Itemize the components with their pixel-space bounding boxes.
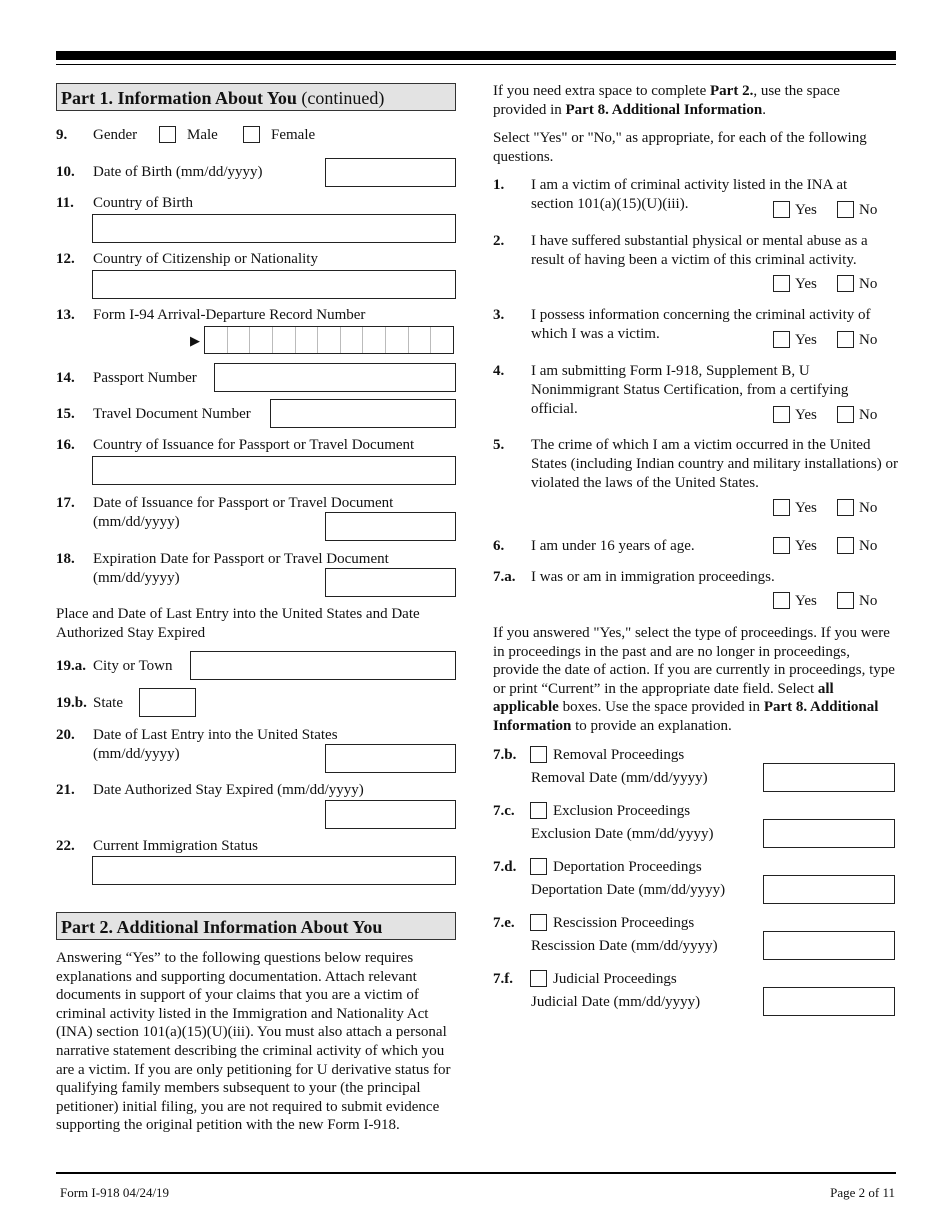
q12-number: 12. — [56, 251, 75, 267]
q9-number: 9. — [56, 127, 68, 143]
q20-number: 20. — [56, 727, 75, 743]
p2-q7a-text: I was or am in immigration proceedings. — [531, 569, 775, 585]
q19b-label: State — [93, 695, 123, 711]
p2-q5-number: 5. — [493, 437, 505, 453]
q2-yes-checkbox[interactable] — [773, 275, 790, 292]
rescission-proceedings-checkbox[interactable] — [530, 914, 547, 931]
expiration-date-field[interactable] — [325, 568, 456, 597]
date-of-birth-field[interactable] — [325, 158, 456, 187]
q1-yes-checkbox[interactable] — [773, 201, 790, 218]
form-id: Form I-918 04/24/19 — [60, 1185, 170, 1200]
q22-label: Current Immigration Status — [93, 838, 258, 854]
part1-section-header: Part 1. Information About You (continued) — [56, 83, 456, 111]
exclusion-date-label: Exclusion Date (mm/dd/yyyy) — [531, 826, 714, 842]
footer-rule — [56, 1172, 896, 1174]
p2-q7b-number: 7.b. — [493, 747, 517, 763]
q4-no-label: No — [859, 407, 878, 423]
page-number: Page 2 of 11 — [830, 1185, 895, 1200]
place-date-intro: Place and Date of Last Entry into the United States and Date Authorized Stay Expired — [56, 606, 420, 641]
q22-number: 22. — [56, 838, 75, 854]
arrow-icon: ▶ — [190, 333, 200, 348]
p2-q2-number: 2. — [493, 233, 505, 249]
q3-yes-label: Yes — [795, 332, 817, 348]
q6-no-label: No — [859, 538, 878, 554]
q16-label: Country of Issuance for Passport or Travel Document — [93, 437, 415, 453]
p2-q4-text: I am submitting Form I-918, Supplement B, U Nonimmigrant Status Certification, from a certifying official. — [531, 363, 849, 417]
q9-label: Gender — [93, 127, 138, 143]
p2-q6-text: I am under 16 years of age. — [531, 538, 695, 554]
q13-number: 13. — [56, 307, 75, 323]
q18-number: 18. — [56, 551, 75, 567]
q11-number: 11. — [56, 195, 74, 211]
p2-q7e-number: 7.e. — [493, 915, 515, 931]
judicial-proceedings-checkbox[interactable] — [530, 970, 547, 987]
date-of-issuance-field[interactable] — [325, 512, 456, 541]
part2-section-header: Part 2. Additional Information About You — [56, 912, 456, 940]
q19b-number: 19.b. — [56, 695, 87, 711]
q21-label: Date Authorized Stay Expired (mm/dd/yyyy) — [93, 782, 364, 798]
q12-label: Country of Citizenship or Nationality — [93, 251, 318, 267]
country-of-issuance-field[interactable] — [92, 456, 456, 485]
removal-date-field[interactable] — [763, 763, 895, 792]
deportation-date-label: Deportation Date (mm/dd/yyyy) — [531, 882, 726, 898]
q13-label: Form I-94 Arrival-Departure Record Number — [93, 307, 366, 323]
p2-q7c-number: 7.c. — [493, 803, 515, 819]
passport-number-field[interactable] — [214, 363, 456, 392]
q6-yes-label: Yes — [795, 538, 817, 554]
q20-label-line1: Date of Last Entry into the United States — [93, 727, 338, 743]
header-rule-thick — [56, 51, 896, 60]
p2-q1-text: I am a victim of criminal activity listed in the INA at section 101(a)(15)(U)(iii). — [531, 177, 848, 212]
q14-label: Passport Number — [93, 370, 197, 386]
judicial-date-label: Judicial Date (mm/dd/yyyy) — [531, 994, 701, 1010]
exclusion-proceedings-label: Exclusion Proceedings — [553, 803, 691, 819]
q17-label-line2: (mm/dd/yyyy) — [93, 514, 180, 530]
current-immigration-status-field[interactable] — [92, 856, 456, 885]
rescission-date-label: Rescission Date (mm/dd/yyyy) — [531, 938, 718, 954]
date-authorized-stay-expired-field[interactable] — [325, 800, 456, 829]
judicial-date-field[interactable] — [763, 987, 895, 1016]
i94-number-field[interactable] — [204, 326, 454, 354]
q18-label-line1: Expiration Date for Passport or Travel Document — [93, 551, 389, 567]
header-rule-thin — [56, 64, 896, 65]
q11-label: Country of Birth — [93, 195, 193, 211]
removal-proceedings-checkbox[interactable] — [530, 746, 547, 763]
p2-q7a-number: 7.a. — [493, 569, 516, 585]
q15-label: Travel Document Number — [93, 406, 251, 422]
gender-female-label: Female — [271, 127, 316, 143]
q19a-number: 19.a. — [56, 658, 86, 674]
gender-male-checkbox[interactable] — [159, 126, 176, 143]
q17-number: 17. — [56, 495, 75, 511]
q2-no-checkbox[interactable] — [837, 275, 854, 292]
deportation-date-field[interactable] — [763, 875, 895, 904]
q20-label-line2: (mm/dd/yyyy) — [93, 746, 180, 762]
extra-space-note: If you need extra space to complete Part 2., use the space provided in Part 8. Additional Information. — [493, 83, 840, 118]
q6-no-checkbox[interactable] — [837, 537, 854, 554]
state-field[interactable] — [139, 688, 196, 717]
travel-document-number-field[interactable] — [270, 399, 456, 428]
q5-yes-checkbox[interactable] — [773, 499, 790, 516]
q2-yes-label: Yes — [795, 276, 817, 292]
q4-no-checkbox[interactable] — [837, 406, 854, 423]
q16-number: 16. — [56, 437, 75, 453]
q5-no-checkbox[interactable] — [837, 499, 854, 516]
p2-q7d-number: 7.d. — [493, 859, 517, 875]
gender-female-checkbox[interactable] — [243, 126, 260, 143]
q5-no-label: No — [859, 500, 878, 516]
select-instructions: Select "Yes" or "No," as appropriate, for each of the following questions. — [493, 130, 867, 165]
q1-yes-label: Yes — [795, 202, 817, 218]
q2-no-label: No — [859, 276, 878, 292]
q5-yes-label: Yes — [795, 500, 817, 516]
p2-q7f-number: 7.f. — [493, 971, 513, 987]
p2-q2-text: I have suffered substantial physical or mental abuse as a result of having been a victim of this criminal activity. — [531, 233, 868, 268]
proceedings-instructions: If you answered "Yes," select the type of proceedings. If you were in proceedings in the past and are no longer in proceedings, provide the date of action. If you are currently in proceedings, type or print “Current” in the appropriate date field. Select all applicable boxes. Use the space provided in Part 8. Additional Information to provide an explanation. — [493, 625, 895, 734]
deportation-proceedings-label: Deportation Proceedings — [553, 859, 702, 875]
p2-q6-number: 6. — [493, 538, 505, 554]
q7a-no-label: No — [859, 593, 878, 609]
q18-label-line2: (mm/dd/yyyy) — [93, 570, 180, 586]
citizenship-field[interactable] — [92, 270, 456, 299]
exclusion-date-field[interactable] — [763, 819, 895, 848]
part2-intro: Answering “Yes” to the following questions below requires explanations and supporting documentation. Attach relevant documents in support of your claims that you are a victim of criminal activity listed in the Immigration and Nationality Act (INA) section 101(a)(15)(U)(iii). You must also attach a personal narrative statement describing the criminal activity of which you are a victim. If you are only petitioning for U derivative status for qualifying family members subsequent to your (the principal petitioner) initial filing, you are not required to submit evidence supporting the original petition with the new Form I-918. — [56, 950, 451, 1134]
q17-label-line1: Date of Issuance for Passport or Travel Document — [93, 495, 394, 511]
p2-q1-number: 1. — [493, 177, 505, 193]
q21-number: 21. — [56, 782, 75, 798]
q3-yes-checkbox[interactable] — [773, 331, 790, 348]
deportation-proceedings-checkbox[interactable] — [530, 858, 547, 875]
p2-q3-number: 3. — [493, 307, 505, 323]
q3-no-label: No — [859, 332, 878, 348]
q10-number: 10. — [56, 164, 75, 180]
q4-yes-label: Yes — [795, 407, 817, 423]
q14-number: 14. — [56, 370, 75, 386]
date-of-last-entry-field[interactable] — [325, 744, 456, 773]
q15-number: 15. — [56, 406, 75, 422]
q1-no-label: No — [859, 202, 878, 218]
p2-q3-text: I possess information concerning the criminal activity of which I was a victim. — [531, 307, 871, 342]
removal-proceedings-label: Removal Proceedings — [553, 747, 685, 763]
gender-male-label: Male — [187, 127, 218, 143]
rescission-date-field[interactable] — [763, 931, 895, 960]
q1-no-checkbox[interactable] — [837, 201, 854, 218]
rescission-proceedings-label: Rescission Proceedings — [553, 915, 695, 931]
p2-q5-text: The crime of which I am a victim occurred in the United States (including Indian country and military installations) or violated the laws of the United States. — [531, 437, 899, 491]
p2-q4-number: 4. — [493, 363, 505, 379]
q7a-no-checkbox[interactable] — [837, 592, 854, 609]
city-or-town-field[interactable] — [190, 651, 456, 680]
q3-no-checkbox[interactable] — [837, 331, 854, 348]
exclusion-proceedings-checkbox[interactable] — [530, 802, 547, 819]
q10-label: Date of Birth (mm/dd/yyyy) — [93, 164, 263, 180]
removal-date-label: Removal Date (mm/dd/yyyy) — [531, 770, 708, 786]
q7a-yes-checkbox[interactable] — [773, 592, 790, 609]
q6-yes-checkbox[interactable] — [773, 537, 790, 554]
q19a-label: City or Town — [93, 658, 173, 674]
q4-yes-checkbox[interactable] — [773, 406, 790, 423]
q7a-yes-label: Yes — [795, 593, 817, 609]
country-of-birth-field[interactable] — [92, 214, 456, 243]
judicial-proceedings-label: Judicial Proceedings — [553, 971, 677, 987]
